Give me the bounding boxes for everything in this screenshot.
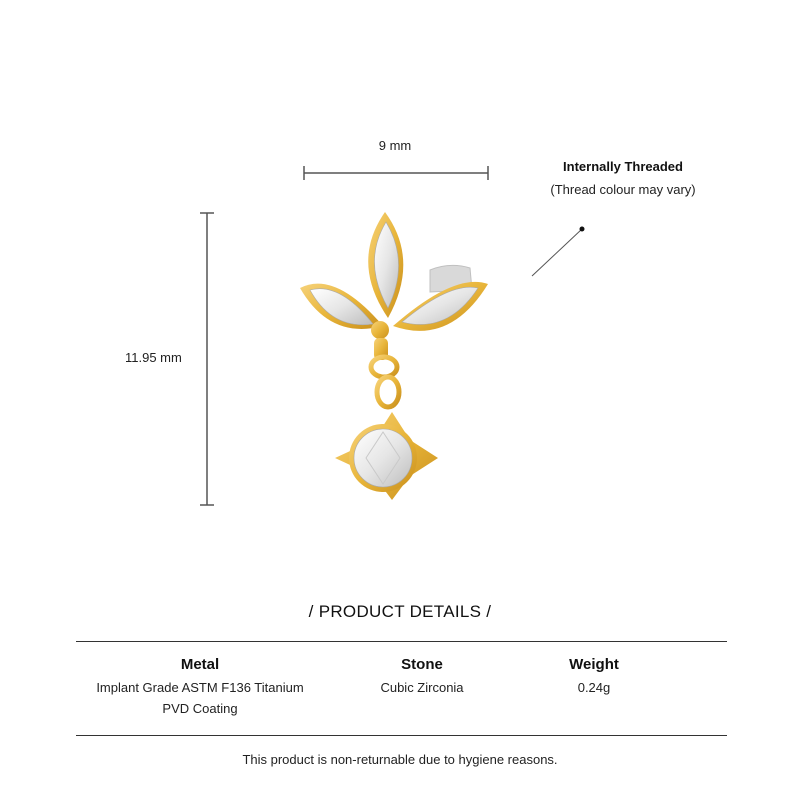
- thread-note-subtitle: (Thread colour may vary): [550, 182, 696, 197]
- detail-column-metal: [80, 656, 320, 719]
- thread-note-title: Internally Threaded: [563, 159, 683, 174]
- return-policy-note: This product is non-returnable due to hygiene reasons.: [242, 752, 558, 767]
- width-dimension-label: 9 mm: [378, 138, 412, 153]
- product-details-heading: / PRODUCT DETAILS /: [308, 602, 492, 621]
- detail-header-stone: Stone: [401, 656, 443, 673]
- detail-header-metal: Metal: [180, 656, 220, 673]
- height-dimension-label: 11.95 mm: [125, 350, 182, 365]
- detail-column-weight: [524, 656, 664, 698]
- detail-value-metal-line1: Implant Grade ASTM F136 Titanium: [96, 680, 304, 695]
- detail-value-weight: 0.24g: [577, 680, 611, 695]
- detail-header-weight: Weight: [569, 656, 619, 673]
- detail-column-stone: [332, 656, 512, 698]
- divider-top: [76, 641, 727, 642]
- divider-bottom: [76, 735, 727, 736]
- detail-value-stone: Cubic Zirconia: [380, 680, 464, 695]
- detail-value-metal-line2: PVD Coating: [162, 701, 238, 716]
